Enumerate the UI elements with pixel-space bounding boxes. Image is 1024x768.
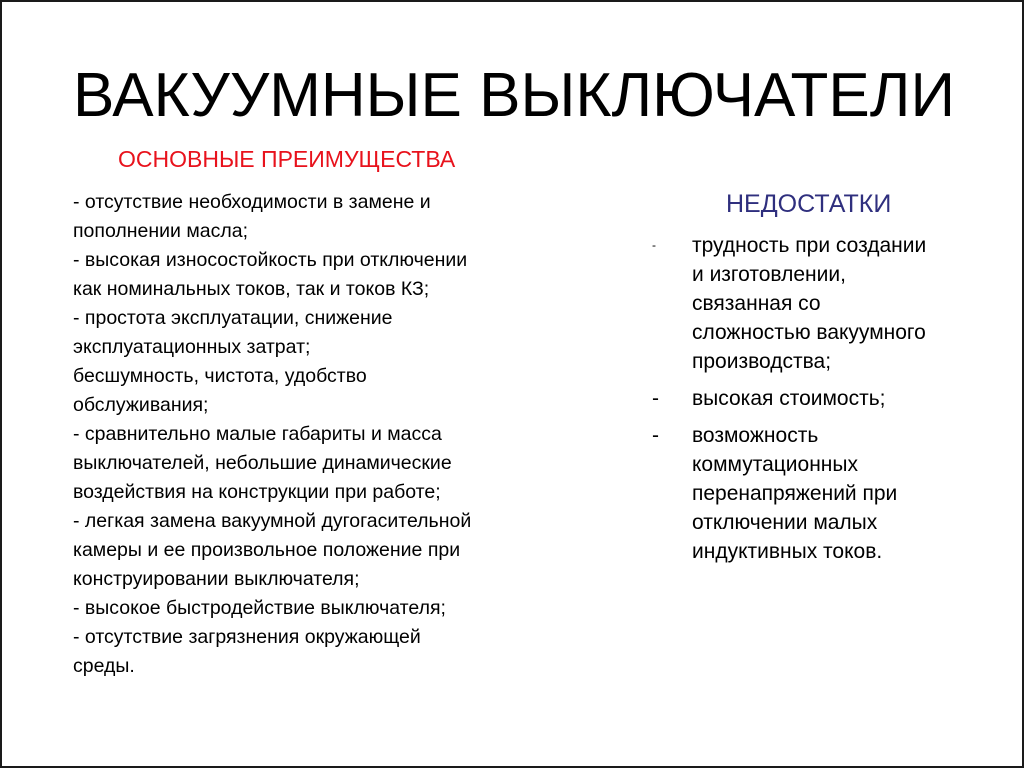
disadvantage-line: и изготовлении, — [692, 263, 846, 286]
disadvantage-line: высокая стоимость; — [692, 387, 886, 410]
advantages-line: - легкая замена вакуумной дугогасительной — [73, 510, 472, 532]
disadvantage-item — [652, 231, 1002, 376]
advantages-line: среды. — [73, 655, 135, 677]
advantages-line: конструировании выключателя; — [73, 568, 360, 590]
advantages-line: - отсутствие необходимости в замене и — [73, 191, 431, 213]
disadvantage-item — [652, 384, 1002, 413]
bullet-dash: - — [652, 387, 659, 410]
disadvantage-line: возможность — [692, 424, 819, 447]
advantages-line: воздействия на конструкции при работе; — [73, 481, 441, 503]
advantages-line: пополнении масла; — [73, 220, 248, 242]
advantages-line: камеры и ее произвольное положение при — [73, 539, 461, 561]
slide-title: ВАКУУМНЫЕ ВЫКЛЮЧАТЕЛИ — [72, 61, 956, 130]
disadvantage-line: трудность при создании — [692, 234, 927, 257]
advantages-line: эксплуатационных затрат; — [73, 336, 311, 358]
bullet-dash: - — [652, 424, 659, 447]
advantages-line: - отсутствие загрязнения окружающей — [73, 626, 421, 648]
disadvantage-line: отключении малых — [692, 511, 878, 534]
disadvantage-line: производства; — [692, 350, 832, 373]
disadvantage-line: перенапряжений при — [692, 482, 898, 505]
advantages-line: - высокая износостойкость при отключении — [73, 249, 468, 271]
disadvantage-line: связанная со — [692, 292, 821, 315]
advantages-line: - простота эксплуатации, снижение — [73, 307, 393, 329]
disadvantage-line: сложностью вакуумного — [692, 321, 926, 344]
disadvantages-list — [652, 231, 1002, 574]
advantages-line: бесшумность, чистота, удобство — [73, 365, 367, 387]
advantages-line: как номинальных токов, так и токов КЗ; — [73, 278, 430, 300]
disadvantage-item — [652, 421, 1002, 566]
advantages-list — [73, 188, 583, 681]
disadvantages-heading: НЕДОСТАТКИ — [726, 190, 892, 218]
bullet-dash: - — [652, 238, 656, 252]
disadvantage-line: коммутационных — [692, 453, 859, 476]
advantages-line: выключателей, небольшие динамические — [73, 452, 452, 474]
advantages-line: - сравнительно малые габариты и масса — [73, 423, 442, 445]
advantages-heading: ОСНОВНЫЕ ПРЕИМУЩЕСТВА — [118, 146, 456, 172]
advantages-line: - высокое быстродействие выключателя; — [73, 597, 446, 619]
advantages-line: обслуживания; — [73, 394, 209, 416]
disadvantage-line: индуктивных токов. — [692, 540, 883, 563]
